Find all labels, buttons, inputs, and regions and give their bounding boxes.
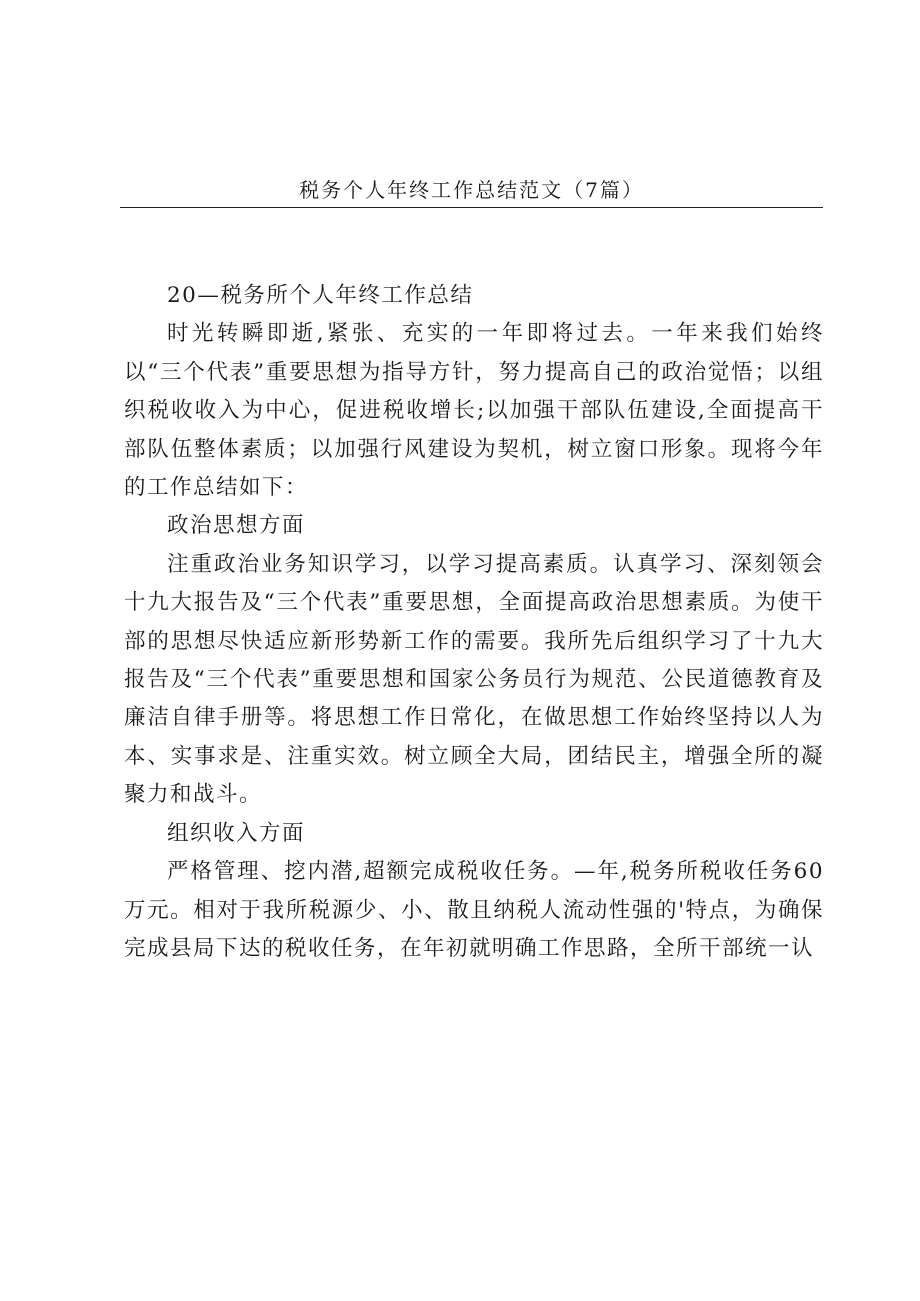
heading-revenue-collection: 组织收入方面: [167, 820, 306, 846]
header-divider: [120, 207, 823, 208]
paragraph-intro: 时光转瞬即逝,紧张、充实的一年即将过去。一年来我们始终以“三个代表”重要思想为指导方针，努力提高自己的政治觉悟；以组织税收收入为中心，促进税收增长;以加强干部队伍建设,全面提高干部队伍整体素质；以加强行风建设为契机，树立窗口形象。现将今年的工作总结如下：: [124, 321, 824, 501]
document-body: [124, 277, 824, 968]
heading-political-thought: 政治思想方面: [167, 513, 306, 539]
section-title: 20—税务所个人年终工作总结: [167, 283, 474, 308]
paragraph-revenue-collection: 严格管理、挖内潜,超额完成税收任务。—年,税务所税收任务60万元。相对于我所税源少、小、散且纳税人流动性强的'特点，为确保完成县局下达的税收任务，在年初就明确工作思路，全所干部统一认: [124, 859, 824, 961]
document-title: 税务个人年终工作总结范文（7篇）: [299, 178, 644, 202]
paragraph-political-thought: 注重政治业务知识学习，以学习提高素质。认真学习、深刻领会十九大报告及“三个代表”重要思想，全面提高政治思想素质。为使干部的思想尽快适应新形势新工作的需要。我所先后组织学习了十九大报告及“三个代表”重要思想和国家公务员行为规范、公民道德教育及廉洁自律手册等。将思想工作日常化，在做思想工作始终坚持以人为本、实事求是、注重实效。树立顾全大局，团结民主，增强全所的凝聚力和战斗。: [124, 551, 824, 808]
